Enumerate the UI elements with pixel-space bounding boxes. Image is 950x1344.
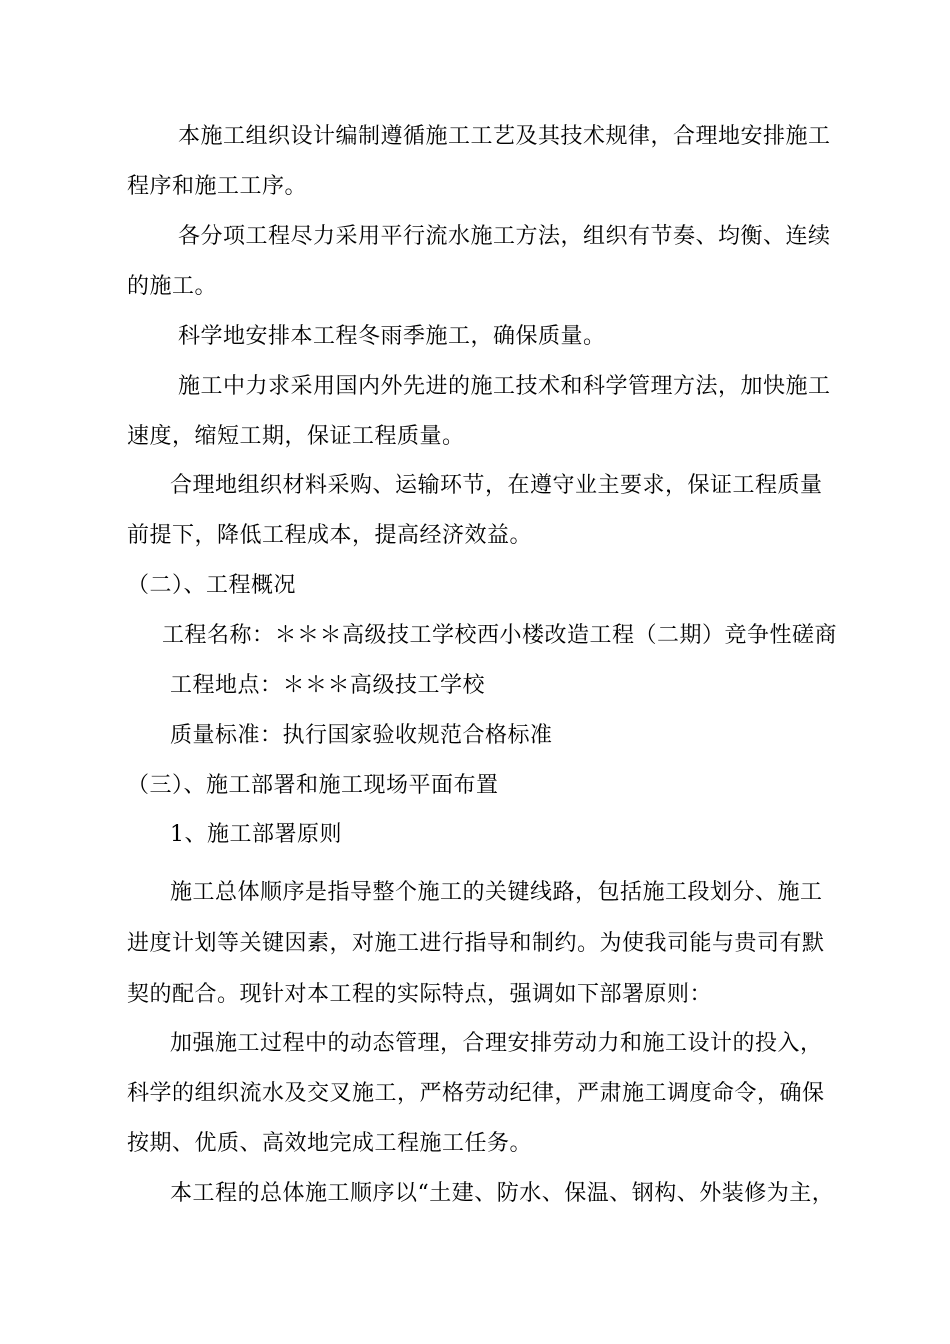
paragraph-5-line-2: 前提下，降低工程成本，提高经济效益。 bbox=[127, 523, 533, 548]
body-paragraph-2-line-3: 按期、优质、高效地完成工程施工任务。 bbox=[127, 1131, 533, 1156]
section-3-heading: （三）、施工部署和施工现场平面布置 bbox=[127, 773, 499, 798]
body-paragraph-3-line-1: 本工程的总体施工顺序以“土建、防水、保温、钢构、外装修为主， bbox=[170, 1181, 835, 1206]
body-paragraph-1-line-3: 契的配合。现针对本工程的实际特点，强调如下部署原则： bbox=[127, 982, 713, 1007]
paragraph-4-line-1: 施工中力求采用国内外先进的施工技术和科学管理方法，加快施工 bbox=[178, 374, 831, 399]
quality-standard: 质量标准：执行国家验收规范合格标准 bbox=[170, 723, 553, 748]
project-name: 工程名称：＊＊＊高级技工学校西小楼改造工程（二期）竞争性磋商 bbox=[162, 623, 838, 648]
paragraph-4-line-2: 速度，缩短工期，保证工程质量。 bbox=[127, 424, 465, 449]
paragraph-2-line-2: 的施工。 bbox=[127, 274, 218, 299]
subsection-1-heading: 1、施工部署原则 bbox=[170, 822, 342, 847]
paragraph-2-line-1: 各分项工程尽力采用平行流水施工方法，组织有节奏、均衡、连续 bbox=[178, 224, 831, 249]
body-paragraph-1-line-1: 施工总体顺序是指导整个施工的关键线路，包括施工段划分、施工 bbox=[170, 880, 823, 905]
paragraph-1-line-2: 程序和施工工序。 bbox=[127, 174, 308, 199]
section-2-heading: （二）、工程概况 bbox=[127, 573, 297, 598]
body-paragraph-2-line-1: 加强施工过程中的动态管理，合理安排劳动力和施工设计的投入， bbox=[170, 1031, 823, 1056]
paragraph-3-line-1: 科学地安排本工程冬雨季施工，确保质量。 bbox=[178, 324, 606, 349]
paragraph-5-line-1: 合理地组织材料采购、运输环节，在遵守业主要求，保证工程质量 bbox=[170, 473, 823, 498]
body-paragraph-2-line-2: 科学的组织流水及交叉施工，严格劳动纪律，严肃施工调度命令，确保 bbox=[127, 1081, 825, 1106]
paragraph-1-line-1: 本施工组织设计编制遵循施工工艺及其技术规律，合理地安排施工 bbox=[178, 124, 831, 149]
project-location: 工程地点：＊＊＊高级技工学校 bbox=[170, 673, 486, 698]
body-paragraph-1-line-2: 进度计划等关键因素，对施工进行指导和制约。为使我司能与贵司有默 bbox=[127, 931, 825, 956]
